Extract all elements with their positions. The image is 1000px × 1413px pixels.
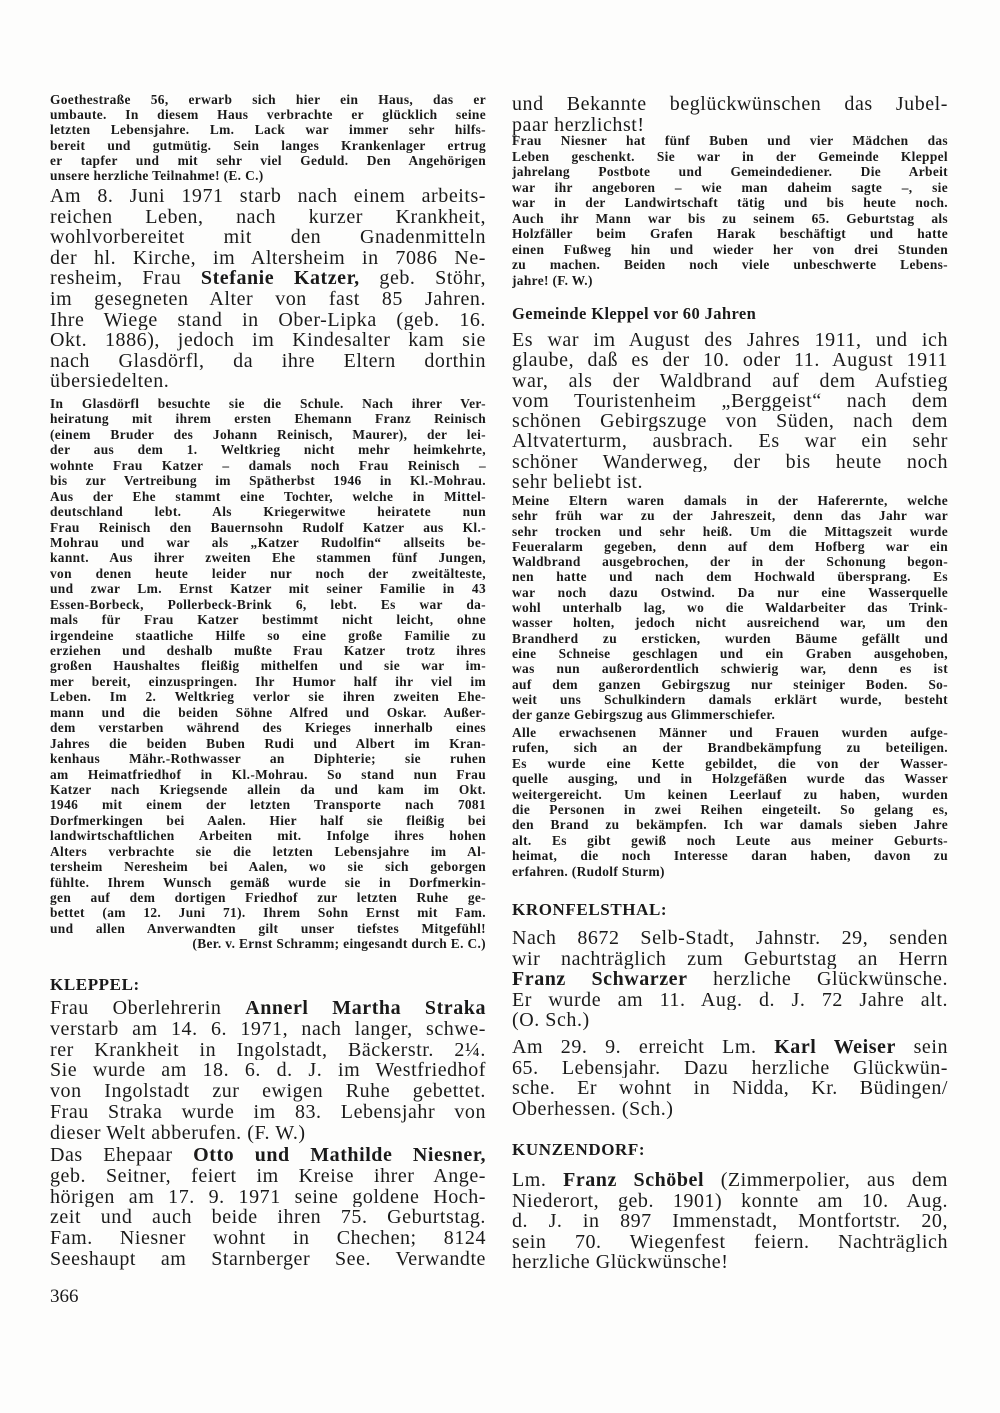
section-heading: KLEPPEL: (50, 975, 140, 994)
text-line: (einem Bruder des Johann Reinisch, Maurer), der lei- (50, 426, 486, 442)
text-line: wohnte Frau Katzer – damals noch Frau Reinisch – (50, 457, 486, 473)
text-line: Holzfäller beim Grafen Harak beschäftigt und hatte (512, 226, 948, 241)
text-line: Frau Straka wurde im 83. Lebensjahr von (50, 1101, 486, 1123)
section-heading: KRONFELSTHAL: (512, 900, 668, 919)
text-line: Frau Reinisch den Bauernsohn Rudolf Katzer aus Kl.- (50, 519, 486, 535)
text-line: sehr trocken und sehr heiß. Um die Mittagszeit wurde (512, 523, 948, 539)
text-line: rufen, sich an der Brandbekämpfung zu beteiligen. (512, 740, 948, 756)
text-line: kannt. Aus ihrer zweiten Ehe stammen fünf Jungen, (50, 550, 486, 566)
text-line: umbaute. In diesem Haus verbrachte er glücklich seine (50, 107, 486, 123)
text-line: dieser Welt abberufen. (F. W.) (50, 1122, 306, 1144)
text-line: bis zur Vertreibung im Spätherbst 1946 in Kl.-Mohrau. (50, 473, 486, 489)
article-paragraph (512, 493, 948, 722)
text-line: von denen heute leider nur noch der zweitälteste, (50, 565, 486, 581)
text-line: tersheim Neresheim bei Aalen, wo sie sich geborgen (50, 859, 486, 875)
article-paragraph (50, 396, 486, 952)
text-line: Alle erwachsenen Männer und Frauen wurden aufge- (512, 725, 948, 740)
text-line: der ganze Gebirgszug aus Glimmerschiefer. (512, 707, 776, 723)
text-line: (O. Sch.) (512, 1010, 590, 1031)
text-line: In Glasdörfl besuchte sie die Schule. Nach ihrer Ver- (50, 396, 486, 411)
text-line: Waldbrand ausgebrochen, der in der Schonung begon- (512, 554, 948, 570)
text-line: d. J. in 897 Immenstadt, Montfortstr. 20, (512, 1211, 948, 1232)
text-line: erfahren. (Rudolf Sturm) (512, 863, 665, 879)
text-line: Jahres die beiden Buben Rudi und Albert im Kran- (50, 735, 486, 751)
text-line: von Ingolstadt zur ewigen Ruhe gebettet. (50, 1081, 486, 1102)
text-line: und Bekannte beglückwünschen das Jubel- (512, 94, 948, 115)
text-line: mer bereit, einzuspringen. Ihr Humor half ihr viel im (50, 673, 486, 689)
text-line: fühlte. Ihrem Wunsch gemäß wurde sie in Dorfmerkin- (50, 874, 486, 890)
text-line: jahrelang Postbote und Gemeindediener. Die Arbeit (512, 164, 948, 179)
person-name: Karl Weiser (774, 1037, 896, 1058)
text-line: Feueralarm gegeben, denn auf dem Hofberg war ein (512, 538, 948, 554)
text-segment: Lm. (512, 1170, 564, 1191)
text-line: der aus dem 1. Weltkrieg nicht mehr heimkehrte, (50, 442, 486, 458)
text-line: Niederort, geb. 1901) konnte am 10. Aug. (512, 1190, 948, 1211)
text-line: gen auf dem dortigen Friedhof zur letzten Ruhe ge- (50, 890, 486, 905)
text-line: Brandherd zu ersticken, wurden Bäume gefällt und (512, 630, 948, 646)
text-line: Seeshaupt am Starnberger See. Verwandte (50, 1248, 486, 1270)
text-segment: Das Ehepaar (50, 1145, 194, 1166)
text-line: heiratung mit ihrem ersten Ehemann Franz Reinisch (50, 411, 486, 427)
section-heading: KUNZENDORF: (512, 1140, 646, 1159)
text-line: weit uns Schulkindern damals erklärt wurde, besteht (512, 691, 948, 707)
text-line: glaube, daß es der 10. oder 11. August 1911 (512, 350, 948, 371)
article-paragraph (512, 330, 948, 492)
article-paragraph (50, 186, 486, 392)
text-line: mals für Frau Katzer bestimmt nicht leicht, ohne (50, 612, 486, 628)
text-line: irgendeine staatliche Hilfe so eine große Familie zu (50, 627, 486, 643)
text-line: Leben geschenkt. Sie war in der Gemeinde Kleppel (512, 148, 948, 164)
text-line: übersiedelten. (50, 371, 170, 392)
text-segment: herzliche Glückwünsche. (687, 969, 948, 990)
text-segment: geb. Stöhr, (359, 268, 486, 289)
text-line: hörigen am 17. 9. 1971 seine goldene Hoch- (50, 1186, 486, 1208)
text-line: 1946 mit einem der letzten Transporte nach 7081 (50, 797, 486, 813)
text-line: 65. Lebensjahr. Dazu herzliche Glückwün- (512, 1057, 948, 1078)
text-line: kenhaus Mähr.-Rothwasser an Diphterie; sie ruhen (50, 751, 486, 767)
text-line: der hl. Kirche, im Altersheim in 7086 Ne- (50, 247, 486, 269)
text-line: und zwar Lm. Ernst Katzer mit seiner Familie in 43 (50, 581, 486, 597)
text-line (512, 969, 948, 990)
text-line: heimat, die noch Interesse daran haben, davon zu (512, 848, 948, 864)
text-line: Katzer nach Kriegsende allein da und kam im Okt. (50, 781, 486, 797)
text-line: mann und die beiden Söhne Alfred und Oskar. Außer- (50, 704, 486, 720)
text-line: zu machen. Beiden noch viele unbeschwerte Lebens- (512, 257, 948, 272)
text-line: im gesegneten Alter von fast 85 Jahren. (50, 288, 486, 310)
text-segment: Frau Oberlehrerin (50, 998, 246, 1019)
text-line: am Heimatfriedhof in Kl.-Mohrau. So stand nun Frau (50, 766, 486, 782)
text-line: jahre! (F. W.) (512, 272, 593, 288)
text-line: eine Schneise geschlagen und ein Graben ausgehoben, (512, 645, 948, 661)
text-line: war ihr angeboren – wie man daheim sagte –, sie (512, 179, 948, 195)
text-line: was nun außerordentlich schwierig war, denn es ist (512, 661, 948, 677)
text-line: rer Krankheit in Ingolstadt, Bäckerstr. 2¼. (50, 1039, 486, 1061)
text-line: Es war im August des Jahres 1911, und ich (512, 330, 948, 351)
text-line: Essen-Borbeck, Pollerbeck-Brink 6, lebt. Es war da- (50, 596, 486, 612)
text-line: schönen Gebirgszuge von Süden, nach dem (512, 411, 948, 432)
text-line: Nach 8672 Selb-Stadt, Jahnstr. 29, senden (512, 928, 948, 949)
text-line: nen hatte und nach dem Hochwald übersprang. Es (512, 569, 948, 585)
text-line (512, 1037, 948, 1058)
text-line: Frau Niesner hat fünf Buben und vier Mädchen das (512, 133, 948, 148)
text-line: bettet (am 12. Juni 71). Ihrem Sohn Ernst mit Fam. (50, 905, 486, 921)
text-line: den Brand zu bekämpfen. Ich war damals sieben Jahre (512, 817, 948, 833)
text-line: auf dem ganzen Gebirgszug nur steiniger Boden. So- (512, 676, 948, 692)
text-line: wohl unterhalb lag, wo die Waldarbeiter das Trink- (512, 600, 948, 616)
text-line (50, 268, 486, 289)
article-paragraph (512, 133, 948, 288)
text-line: letzten Lebensjahre. Lm. Lack war immer sehr hilfs- (50, 122, 486, 138)
text-line: war, als der Waldbrand auf dem Aufstieg (512, 370, 948, 391)
text-line: erziehen und deshalb mußte Frau Katzer trotz ihres (50, 643, 486, 658)
article-paragraph (512, 928, 948, 1031)
text-line: alt. Es gibt gewiß noch Leute aus meiner Geburts- (512, 832, 948, 848)
article-paragraph (512, 1170, 948, 1273)
text-line: war in der Landwirtschaft tätig und bis heute noch. (512, 195, 948, 210)
text-line: (Ber. v. Ernst Schramm; eingesandt durch E. C.) (192, 936, 486, 952)
text-line: sehr früh war zu der Jahreszeit, denn das Jahr war (512, 508, 948, 524)
text-line: Es wurde eine Kette gebildet, die von der Wasser- (512, 755, 948, 771)
person-name: Franz Schöbel (563, 1170, 705, 1191)
text-line: und allen Anverwandten gilt unser tiefstes Mitgefühl! (50, 920, 486, 936)
text-line: einen Fußweg hin und wieder her von drei Stunden (512, 241, 948, 257)
text-line: geb. Seitner, feiert im Kreise ihrer Ange- (50, 1165, 486, 1187)
left-column (50, 0, 486, 1413)
text-line (512, 1170, 948, 1191)
text-line: wohlvorbereitet mit den Gnadenmitteln (50, 227, 486, 248)
text-line: dem verstarben während des Krieges innerhalb eines (50, 720, 486, 736)
text-line: Er wurde am 11. Aug. d. J. 72 Jahre alt. (512, 989, 948, 1010)
text-line: nach Glasdörfl, da ihre Eltern dorthin (50, 350, 486, 372)
text-line (50, 998, 486, 1019)
text-line: vom Touristenheim „Berggeist“ nach dem (512, 390, 948, 412)
text-line: Fam. Niesner wohnt in Chechen; 8124 (50, 1228, 486, 1249)
text-line: Am 8. Juni 1971 starb nach einem arbeits- (50, 186, 486, 207)
text-segment: sein (895, 1037, 948, 1058)
text-line: sehr beliebt ist. (512, 472, 643, 493)
text-line: Oberhessen. (Sch.) (512, 1098, 674, 1119)
text-line: wir nachträglich zum Geburtstag an Herrn (512, 948, 948, 969)
person-name: Franz Schwarzer (512, 969, 688, 990)
text-line: sein 70. Wiegenfest feiern. Nachträglich (512, 1231, 948, 1252)
text-line: großen Haushaltes fleißig mithelfen und sie war im- (50, 658, 486, 674)
text-line (50, 1145, 486, 1166)
text-line: zeit und auch beide ihren 75. Geburtstag. (50, 1207, 486, 1229)
text-line: herzliche Glückwünsche! (512, 1252, 729, 1273)
text-line: unsere herzliche Teilnahme! (E. C.) (50, 167, 264, 183)
text-line: Leben. Im 2. Weltkrieg verlor sie ihren zweiten Ehe- (50, 689, 486, 705)
text-line: war noch dazu Ostwind. Da nur eine Wasserquelle (512, 584, 948, 600)
text-line: Auch ihr Mann war bis zu seinem 65. Geburtstag als (512, 210, 948, 226)
right-column (512, 0, 948, 1413)
text-line: Altvaterturm, ausbrach. Es war ein sehr (512, 431, 948, 452)
article-paragraph (512, 94, 948, 136)
page-number: 366 (50, 1286, 79, 1307)
person-name: Annerl Martha Straka (245, 998, 486, 1019)
article-paragraph (512, 725, 948, 879)
article-paragraph (50, 1145, 486, 1270)
text-line: Goethestraße 56, erwarb sich hier ein Haus, das er (50, 92, 486, 107)
text-line: verstarb am 14. 6. 1971, nach langer, schwe- (50, 1018, 486, 1040)
text-line: Aus der Ehe stammt eine Tochter, welche in Mittel- (50, 488, 486, 504)
person-name: Stefanie Katzer, (200, 268, 360, 289)
text-line: landwirtschaftlichen Arbeiten mit. Infolge ihres hohen (50, 828, 486, 844)
text-line: Meine Eltern waren damals in der Haferernte, welche (512, 493, 948, 508)
text-line: sche. Er wohnt in Nidda, Kr. Büdingen/ (512, 1078, 948, 1099)
text-line: Dorfmerkingen bei Aalen. Hier half sie fleißig bei (50, 812, 486, 828)
text-line: Sie wurde am 18. 6. d. J. im Westfriedhof (50, 1060, 486, 1082)
text-line: er tapfer und mit sehr viel Geduld. Den Angehörigen (50, 152, 486, 168)
text-line: reichen Leben, nach kurzer Krankheit, (50, 206, 486, 228)
article-paragraph (50, 92, 486, 183)
text-line: Mohrau und war als „Katzer Rudolfin“ allseits be- (50, 534, 486, 550)
section-heading: Gemeinde Kleppel vor 60 Jahren (512, 304, 757, 323)
text-line: bereit und gutmütig. Sein langes Krankenlager ertrug (50, 137, 486, 153)
article-paragraph (50, 998, 486, 1144)
person-name: Otto und Mathilde Niesner, (193, 1145, 486, 1166)
text-line: deutschland lebt. Als Kriegerwitwe heiratete nun (50, 504, 486, 520)
text-segment: (Zimmerpolier, aus dem (704, 1170, 948, 1191)
text-line: Ihre Wiege stand in Ober-Lipka (geb. 16. (50, 309, 486, 331)
text-segment: Am 29. 9. erreicht Lm. (512, 1037, 775, 1058)
text-line: quelle ausging, und in Holzgefäßen wurde das Wasser (512, 771, 948, 787)
text-line: Alters verbrachte sie die letzten Lebensjahre im Al- (50, 843, 486, 859)
article-paragraph (512, 1037, 948, 1119)
text-line: Okt. 1886), jedoch im Kindesalter kam sie (50, 330, 486, 351)
text-segment: resheim, Frau (50, 268, 201, 289)
text-line: wasser holten, jedoch nicht ausreichend war, um den (512, 615, 948, 631)
text-line: schöner Wanderweg, der bis heute noch (512, 451, 948, 473)
text-line: paar herzlichst! (512, 115, 645, 136)
text-line: die Personen in zwei Reihen eingeteilt. So gelang es, (512, 801, 948, 817)
text-line: weitergereicht. Um keinen Leerlauf zu haben, wurden (512, 786, 948, 802)
